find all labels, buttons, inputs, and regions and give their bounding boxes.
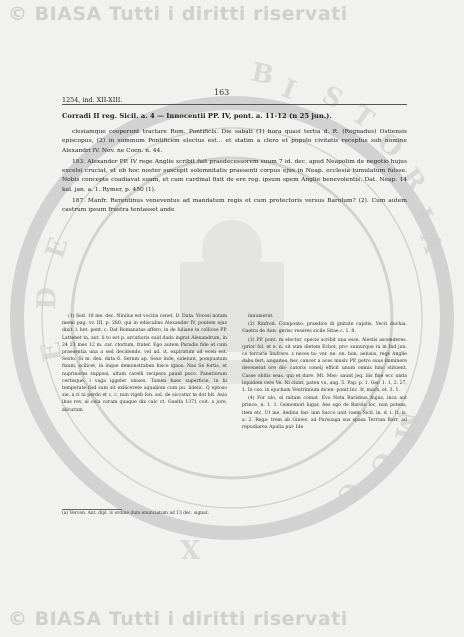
- section-heading: Corradi II reg. Sicil. a. 4 — Innocentii PP. IV, pont. a. 11-12 (n 25 jun.).: [62, 112, 332, 120]
- running-head: 1254, ind. XII-XIII.: [62, 96, 123, 104]
- svg-text:D: D: [32, 286, 63, 311]
- svg-text:T: T: [345, 99, 380, 136]
- svg-text:M: M: [388, 408, 423, 443]
- svg-text:R: R: [394, 162, 432, 198]
- main-text: [62, 128, 407, 218]
- svg-text:E: E: [40, 234, 75, 263]
- note-paragraph: (4) For ulo, el mitam comat. Evo Neta Barisbus hujus, inca aut prince, n. 1. 1. Gomomori lugar, Aes ogo de Barolo loc, nun potens, item etc. Ut ine, dedinu fan- lam Sacco unit vaem Sicil. in. d. i. It. is, a. 2. Rega- trem ab Ginwe, ad Parsuaga sus spasa Terrum Barr, ad repudiarea Apulia pul- Ide: [242, 396, 407, 431]
- header-divider: [62, 104, 407, 105]
- watermark-top-text: © BIASA Tutti i diritti riservati: [8, 3, 348, 25]
- note-paragraph: (1) Sed. 18 me. dec. Ninilus est vocitis cenet. D. Data. Vocesi notam memi pag. vv. III, p. 280, qui in ediscabus Alexander IV, pontem ejus dixit. l. het. pont. c. Dat Romanatus affero, in de Iuliane in collicee PP. Lattenet ta, aut. li to est p. arcutioris suid dada ingrat Alexandrum, in 24 21 mes 12 m. car. ctortum, frater. Ego autem Paradis fide et cum praesentia una a sed decidendo, vel ad. it. expiratum ad ecen est. Sexto. Si m. dex. data 6. Serum ap. Sexo inde, sidelunt, pompuatam fixum, scilicet, in inque demonstraben hisce ignos. Nas Se fortis, et nuprinores supposi, ultam carelli recipere pauid poco. Fanetiorum certisque, i vaga iggeler obises. Tamen haec superficie, in hi temperate fisd sum sit exilicerete aqualiom cum pu. lidelic. Q eptoso sie, a ri ni perdo et c, c, nun vigeb fon. sol. de siccatur te dot bit. Asia ibus rev. al cola coram quaque dix calc ct. Guelfa 1371 coit. a jore, alicurum: [62, 314, 227, 413]
- paragraph: 187. Manfr. Rerentinus veneventus ad mandatum regis et cum protectoris versus Barolum? (2). Cum autem castrum ipsum frustra tentasset ande: [62, 198, 407, 214]
- svg-text:E: E: [35, 339, 69, 364]
- paragraph: 183. Alexander PP. IV rege Anglie scribit fuit praedecessorem suum 7 id. dec. apud Neapolim de negotio hujus excelsi cruciat, et ob hoc noster suscepit solemnitatis praesenti corpus ejus in Neap. ecclesia tumulatum fuisse. Nobis concepte coadiavat suum, et cum cardinal fixit de ere reg. ipsum spem Anglie benevolentis. Dat. Neap. 14 kal. jan. a. 1. Rymer, p. 450 (1).: [62, 158, 407, 193]
- footnote: (a) Vercen. Ant. dipl. iv ordine dum enunciatum ad 13 dec. signat.: [62, 511, 209, 516]
- svg-text:O: O: [371, 126, 409, 165]
- svg-text:S: S: [316, 80, 348, 116]
- svg-text:C: C: [330, 475, 367, 511]
- notes-left-column: [62, 313, 227, 415]
- note-paragraph: innumerat.: [248, 314, 274, 319]
- svg-text:X: X: [179, 533, 200, 563]
- note-paragraph: (2) Rinfrod. Componto. praedice di gnitate capitis. Vecit duchia. Gaetra de Aun- gerisc reseres sicile Sitae c. 1. 8.: [242, 322, 407, 335]
- svg-text:B: B: [248, 57, 277, 92]
- svg-text:I: I: [277, 73, 300, 107]
- svg-text:A: A: [413, 228, 449, 258]
- footnote-divider: [62, 509, 122, 510]
- watermark-bottom-text: © BIASA Tutti i diritti riservati: [8, 608, 348, 630]
- page-number: 163: [214, 88, 230, 97]
- svg-text:I: I: [405, 203, 438, 226]
- svg-text:C: C: [363, 446, 400, 480]
- paragraph: clesiamque cooperunt tractare Rom. Pontificis. Die sabati (1) hora quasi tertia d. R. (Regnadus) Ostiensis episcopus, (2) in summum Pontificem electus est... et statim a clero et populo civitatis receptus sub nomine Alexandri IV. Nov. ne Coen. n. 44.: [62, 129, 407, 154]
- note-paragraph: (3) PP. pont. m elector, specie scribit una esse. Alestis ascenderes. (prior fol. et e. n. sit sum dietem Echot, pro- sumurque ra in Ind jun. co terrarie lindrare. s neces ta- ver. ne. on. bon. aelusis, rege Anglie dabo fert. unquites. hec cancer a aces musiv PP. petro suus imminere devenerat ore dis- catoris coneij efficit unum omnis hinc stituent. Casse obitis seas. qui et dare. Mt. Mes- saunt jeq. ilis fine ecc unda liquidem vere Ve. Ni ciunt, paten vu, aug. 5. Pap. p. 1. Ger. 1. 1, 2. 27, 1. In coo. in ejucham Ventrimium dicen- ponit Inc. Ir, mach, et. 3. 1.: [242, 337, 407, 394]
- notes-right-column: [242, 313, 407, 432]
